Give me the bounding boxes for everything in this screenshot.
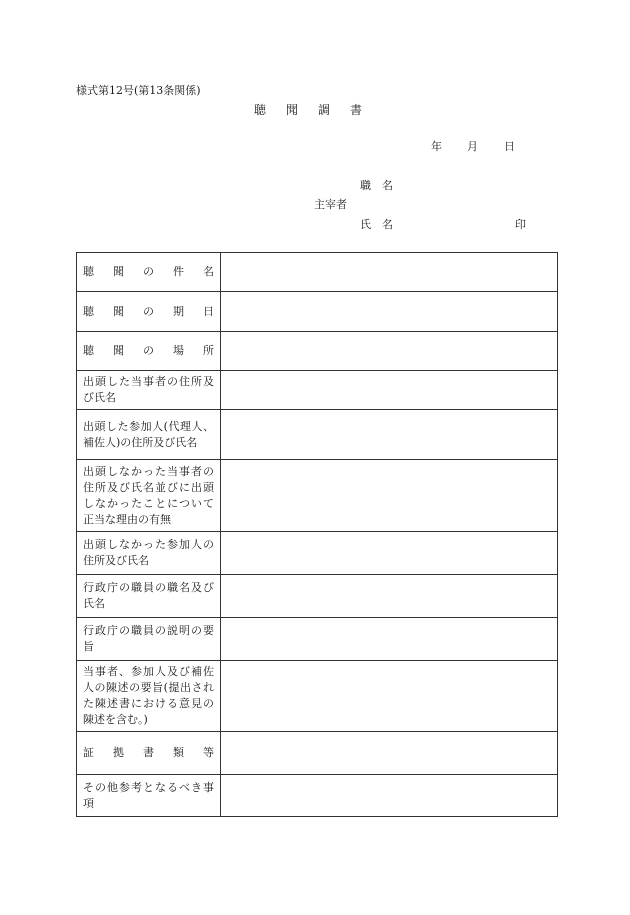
form-number: 様式第12号(第13条関係) xyxy=(76,84,201,97)
row-label-cell xyxy=(77,732,221,775)
table-row xyxy=(77,292,558,332)
row-label-cell xyxy=(77,532,221,575)
row-label-cell xyxy=(77,332,221,371)
position-label: 職 名 xyxy=(360,179,393,192)
table-row xyxy=(77,775,558,817)
row-value-cell[interactable] xyxy=(221,332,558,371)
date-month-label: 月 xyxy=(467,140,478,153)
row-value-cell[interactable] xyxy=(221,410,558,460)
row-label-cell xyxy=(77,618,221,661)
row-label-cell xyxy=(77,371,221,410)
date-day-label: 日 xyxy=(504,140,515,153)
date-year-label: 年 xyxy=(431,140,442,153)
table-row xyxy=(77,410,558,460)
row-value-cell[interactable] xyxy=(221,618,558,661)
table-row xyxy=(77,371,558,410)
document-title: 聴聞調書 xyxy=(254,103,383,117)
row-value-cell[interactable] xyxy=(221,292,558,332)
row-label: 行政庁の職員の説明の要旨 xyxy=(83,624,214,653)
row-label-cell xyxy=(77,661,221,732)
row-label: 聴聞の件名 xyxy=(83,265,214,278)
table-row xyxy=(77,661,558,732)
row-label-cell xyxy=(77,460,221,532)
row-label: 聴聞の期日 xyxy=(83,304,214,318)
row-label: 聴聞の場所 xyxy=(83,344,214,357)
row-label-cell xyxy=(77,410,221,460)
row-label: 出頭しなかった参加人の住所及び氏名 xyxy=(83,538,214,567)
row-value-cell[interactable] xyxy=(221,532,558,575)
row-label: 出頭した当事者の住所及び氏名 xyxy=(83,375,214,404)
row-value-cell[interactable] xyxy=(221,460,558,532)
row-value-cell[interactable] xyxy=(221,775,558,817)
table-row xyxy=(77,732,558,775)
table-row xyxy=(77,332,558,371)
table-row xyxy=(77,532,558,575)
row-label-cell xyxy=(77,775,221,817)
row-value-cell[interactable] xyxy=(221,732,558,775)
row-label: 当事者、参加人及び補佐人の陳述の要旨(提出された陳述書における意見の陳述を含む。) xyxy=(83,665,214,726)
seal-mark: 印 xyxy=(515,218,526,231)
row-label: 証拠書類等 xyxy=(83,746,214,759)
table-row xyxy=(77,460,558,532)
name-label: 氏 名 xyxy=(360,218,393,231)
presider-label: 主宰者 xyxy=(314,198,347,211)
row-label: 行政庁の職員の職名及び氏名 xyxy=(83,581,214,610)
row-label-cell xyxy=(77,292,221,332)
row-label: 出頭しなかった当事者の住所及び氏名並びに出頭しなかったことについて正当な理由の有無 xyxy=(83,464,214,526)
row-label-cell xyxy=(77,575,221,618)
row-value-cell[interactable] xyxy=(221,253,558,292)
row-label-cell xyxy=(77,253,221,292)
table-row xyxy=(77,575,558,618)
row-label: その他参考となるべき事項 xyxy=(83,780,214,810)
row-value-cell[interactable] xyxy=(221,661,558,732)
row-value-cell[interactable] xyxy=(221,371,558,410)
table-row xyxy=(77,618,558,661)
table-row xyxy=(77,253,558,292)
row-label: 出頭した参加人(代理人、補佐人)の住所及び氏名 xyxy=(83,419,214,449)
hearing-record-table xyxy=(76,252,558,817)
row-value-cell[interactable] xyxy=(221,575,558,618)
